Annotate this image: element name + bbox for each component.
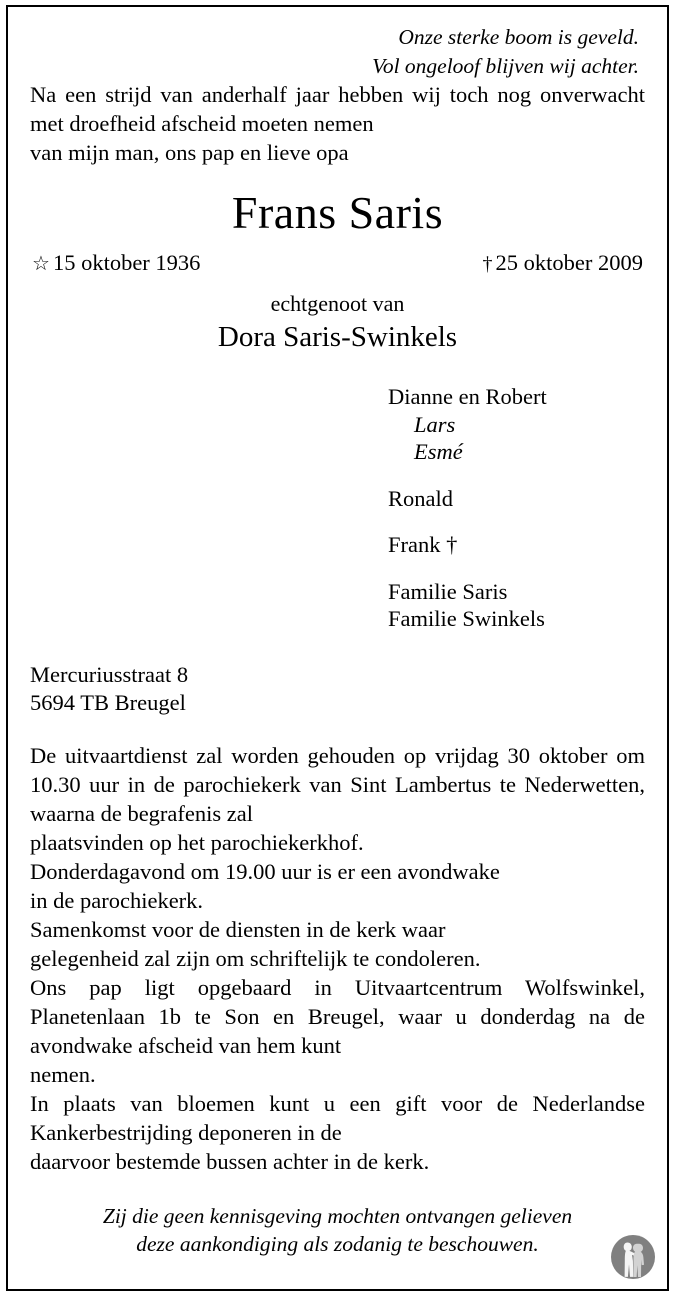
- paragraph-last-line: gelegenheid zal zijn om schriftelijk te condoleren.: [30, 945, 481, 971]
- survivor-group: [388, 578, 645, 633]
- death-date: [483, 249, 643, 278]
- arrangement-details: [30, 741, 645, 1176]
- survivors-list: [30, 383, 645, 633]
- intro-last-line: van mijn man, ons pap en lieve opa: [30, 140, 349, 165]
- paragraph-text: Donderdagavond om 19.00 uur is er een avondwake: [30, 858, 500, 884]
- verse-line-2: Vol ongeloof blijven wij achter.: [372, 53, 639, 78]
- intro-paragraph: [30, 80, 645, 167]
- survivor-line: Familie Swinkels: [388, 606, 545, 631]
- paragraph-last-line: plaatsvinden op het parochiekerkhof.: [30, 829, 364, 855]
- paragraph-last-line: in de parochiekerk.: [30, 887, 204, 913]
- survivor-line: Frank †: [388, 532, 458, 557]
- star-icon: ☆: [32, 253, 50, 275]
- survivor-group: [388, 383, 645, 466]
- survivor-line: Ronald: [388, 485, 453, 511]
- survivor-line: Dianne en Robert: [388, 384, 547, 409]
- closing-line-1: Zij die geen kennisgeving mochten ontvangen gelieven: [102, 1203, 573, 1228]
- paragraph-text: Ons pap ligt opgebaard in Uitvaartcentrum Wolfswinkel, Planetenlaan 1b te Son en Breugel, waar u donderdag na de avondwake afscheid van hem kunt: [30, 974, 645, 1058]
- survivor-line: Lars: [414, 411, 456, 437]
- address-line-2: 5694 TB Breugel: [30, 689, 186, 715]
- opening-verse: [30, 23, 645, 80]
- dates-row: [30, 249, 645, 278]
- address-block: [30, 661, 645, 717]
- dagger-icon: †: [482, 253, 493, 275]
- closing-line-2: deze aankondiging als zodanig te beschouwen.: [136, 1232, 539, 1256]
- paragraph-text: In plaats van bloemen kunt u een gift voor de Nederlandse Kankerbestrijding deponeren in de: [30, 1090, 645, 1145]
- death-date-text: 25 oktober 2009: [495, 250, 643, 275]
- detail-paragraph: [30, 915, 645, 973]
- survivor-group: [388, 531, 645, 559]
- paragraph-last-line: daarvoor bestemde bussen achter in de kerk.: [30, 1148, 430, 1174]
- survivor-line: Esmé: [414, 439, 463, 464]
- survivor-line: Familie Saris: [388, 578, 508, 604]
- verse-line-1: Onze sterke boom is geveld.: [398, 25, 639, 49]
- deceased-name: Frans Saris: [231, 187, 444, 238]
- notice-frame: [6, 5, 669, 1291]
- birth-date-text: 15 oktober 1936: [52, 250, 201, 275]
- paragraph-text: De uitvaartdienst zal worden gehouden op vrijdag 30 oktober om 10.30 uur in de parochiekerk van Sint Lambertus te Nederwetten, waarna de begrafenis zal: [30, 742, 645, 826]
- detail-paragraph: [30, 973, 645, 1089]
- detail-paragraph: [30, 1089, 645, 1176]
- birth-date: [32, 249, 200, 278]
- paragraph-text: Samenkomst voor de diensten in de kerk waar: [30, 916, 446, 942]
- detail-paragraph: [30, 857, 645, 915]
- spouse-name: Dora Saris-Swinkels: [217, 321, 458, 353]
- embracing-figures-logo: [607, 1231, 659, 1283]
- survivor-group: [388, 485, 645, 513]
- paragraph-last-line: nemen.: [30, 1061, 96, 1087]
- closing-note: [30, 1202, 645, 1259]
- address-line-1: Mercuriusstraat 8: [30, 661, 189, 687]
- intro-text: Na een strijd van anderhalf jaar hebben wij toch nog onverwacht met droefheid afscheid moeten nemen: [30, 82, 645, 136]
- spouse-label: echtgenoot van: [270, 291, 405, 316]
- detail-paragraph: [30, 741, 645, 857]
